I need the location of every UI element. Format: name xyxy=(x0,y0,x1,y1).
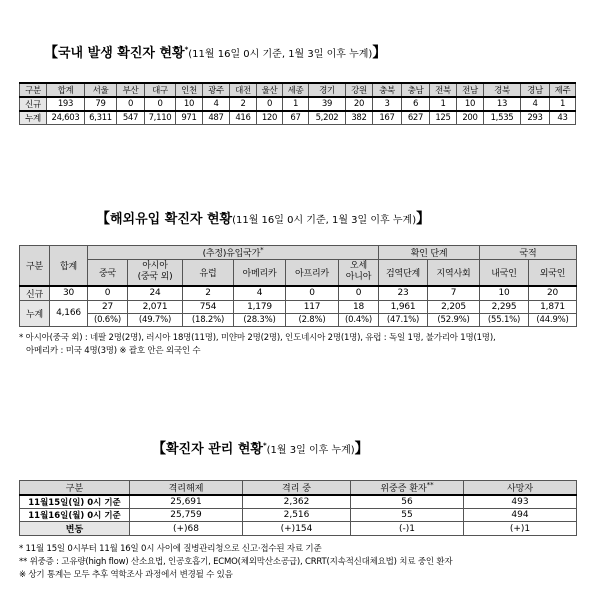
row-label: 신규 xyxy=(20,286,50,301)
cell: 547 xyxy=(117,111,145,125)
cell-percent: (0.4%) xyxy=(339,313,379,326)
cell: 20 xyxy=(529,286,577,301)
table-row xyxy=(20,522,577,536)
col-header: 경남 xyxy=(521,83,550,97)
sub-header xyxy=(128,260,183,286)
row-label: 누계 xyxy=(20,111,47,125)
cell: 0 xyxy=(257,97,283,111)
sub-header: 유럽 xyxy=(183,260,234,286)
cell: 24,603 xyxy=(47,111,85,125)
col-header: 인천 xyxy=(176,83,203,97)
col-header-total: 합계 xyxy=(50,246,88,286)
cell: 25,759 xyxy=(130,509,243,522)
domestic-table xyxy=(19,82,576,125)
domestic-header-row xyxy=(20,83,576,97)
cell: 120 xyxy=(257,111,283,125)
title-bracket-close: 】 xyxy=(416,211,431,227)
cell: 56 xyxy=(351,495,464,509)
cell-percent: (28.3%) xyxy=(234,313,286,326)
row-label: 누계 xyxy=(20,300,50,326)
imported-note-1: * 아시아(중국 외) : 네팔 2명(2명), 러시아 18명(11명), 미얀마 2명(2명), 인도네시아 2명(1명), 유럽 : 독일 1명, 불가리아 1명(1명), xyxy=(19,333,496,343)
col-header: 경북 xyxy=(484,83,521,97)
table-row xyxy=(20,495,577,509)
cell: 493 xyxy=(464,495,577,509)
cell: 10 xyxy=(480,286,529,301)
domestic-title xyxy=(44,42,386,62)
col-header: 사망자 xyxy=(464,481,577,496)
cell: 20 xyxy=(346,97,373,111)
imported-title xyxy=(96,208,430,228)
col-header: 대구 xyxy=(145,83,176,97)
cell: 6,311 xyxy=(85,111,117,125)
col-header: 격리해제 xyxy=(130,481,243,496)
cell: 4 xyxy=(521,97,550,111)
cell: 27 xyxy=(88,300,128,313)
cell: (+)154 xyxy=(243,522,351,536)
cell: 1,871 xyxy=(529,300,577,313)
imported-title-sub: (11월 16일 0시 기준, 1월 3일 이후 누계) xyxy=(232,215,417,226)
region-header-text: (추정)유입국가 xyxy=(202,249,261,259)
cell: 5,202 xyxy=(309,111,346,125)
cell: 2,295 xyxy=(480,300,529,313)
sub-header-line: 아시아 xyxy=(142,261,168,272)
col-header: 전남 xyxy=(457,83,484,97)
cell: 1 xyxy=(430,97,457,111)
cell: 754 xyxy=(183,300,234,313)
cell-percent: (47.1%) xyxy=(379,313,428,326)
cell: 0 xyxy=(286,286,339,301)
cell-percent: (52.9%) xyxy=(428,313,480,326)
table-row xyxy=(20,286,577,301)
cell: (+)1 xyxy=(464,522,577,536)
severe-header-text: 위중증 환자 xyxy=(380,484,427,494)
cell: 55 xyxy=(351,509,464,522)
col-header-region xyxy=(88,246,379,260)
cell: 200 xyxy=(457,111,484,125)
cell: 2,362 xyxy=(243,495,351,509)
cell: 6 xyxy=(402,97,430,111)
management-header-row xyxy=(20,481,577,496)
sub-header-line: (중국 외) xyxy=(137,272,173,283)
cell: 125 xyxy=(430,111,457,125)
cell: 971 xyxy=(176,111,203,125)
cell: 4,166 xyxy=(50,300,88,326)
col-header: 격리 중 xyxy=(243,481,351,496)
table-row xyxy=(20,300,577,313)
imported-table xyxy=(19,245,577,327)
cell: 4 xyxy=(203,97,230,111)
col-header: 광주 xyxy=(203,83,230,97)
cell: 416 xyxy=(230,111,257,125)
management-title-sub: (1월 3일 이후 누계) xyxy=(266,445,355,456)
cell: 0 xyxy=(88,286,128,301)
col-header-nation: 국적 xyxy=(480,246,577,260)
cell: 4 xyxy=(234,286,286,301)
col-header: 세종 xyxy=(283,83,309,97)
col-header: 제주 xyxy=(550,83,576,97)
cell: 18 xyxy=(339,300,379,313)
table-row xyxy=(20,97,576,111)
row-label: 변동 xyxy=(20,522,130,536)
cell-percent: (18.2%) xyxy=(183,313,234,326)
col-header-gubun: 구분 xyxy=(20,246,50,286)
row-label: 신규 xyxy=(20,97,47,111)
sub-header xyxy=(339,260,379,286)
sub-header: 아메리카 xyxy=(234,260,286,286)
imported-note-2: 아메리카 : 미국 4명(3명) ※ 괄호 안은 외국인 수 xyxy=(26,346,201,356)
cell: 3 xyxy=(373,97,402,111)
region-footnote-mark: * xyxy=(260,246,264,254)
title-bracket-close: 】 xyxy=(354,441,369,457)
cell-percent: (2.8%) xyxy=(286,313,339,326)
management-title xyxy=(152,438,369,458)
cell: 487 xyxy=(203,111,230,125)
cell: 13 xyxy=(484,97,521,111)
management-note-2: ** 위중증 : 고유량(high flow) 산소요법, 인공호흡기, ECMO(체외막산소공급), CRRT(지속적신대체요법) 치료 중인 환자 xyxy=(19,557,453,567)
sub-header: 중국 xyxy=(88,260,128,286)
cell: 1,961 xyxy=(379,300,428,313)
cell: 2,205 xyxy=(428,300,480,313)
cell: 1,535 xyxy=(484,111,521,125)
cell: 1 xyxy=(283,97,309,111)
title-bracket-open: 【 xyxy=(152,441,166,457)
cell: 7,110 xyxy=(145,111,176,125)
cell: 0 xyxy=(117,97,145,111)
cell: 39 xyxy=(309,97,346,111)
cell: 2,071 xyxy=(128,300,183,313)
cell: 25,691 xyxy=(130,495,243,509)
cell: 494 xyxy=(464,509,577,522)
sub-header-line: 아니아 xyxy=(345,272,372,283)
table-row xyxy=(20,111,576,125)
table-row xyxy=(20,509,577,522)
cell: 7 xyxy=(428,286,480,301)
cell: 10 xyxy=(457,97,484,111)
title-bracket-open: 【 xyxy=(44,45,58,61)
title-footnote-mark: * xyxy=(184,45,189,54)
cell-percent: (55.1%) xyxy=(480,313,529,326)
cell: 10 xyxy=(176,97,203,111)
cell: 1,179 xyxy=(234,300,286,313)
cell: 193 xyxy=(47,97,85,111)
cell: 23 xyxy=(379,286,428,301)
col-header: 경기 xyxy=(309,83,346,97)
sub-header: 검역단계 xyxy=(379,260,428,286)
sub-header-line: 오세 xyxy=(350,261,368,272)
row-label: 11월15일(일) 0시 기준 xyxy=(20,495,130,509)
sub-header: 내국인 xyxy=(480,260,529,286)
management-note-3: ※ 상기 통계는 모두 추후 역학조사 과정에서 변경될 수 있음 xyxy=(19,570,233,580)
col-header: 부산 xyxy=(117,83,145,97)
cell: 167 xyxy=(373,111,402,125)
col-header: 합계 xyxy=(47,83,85,97)
cell: 1 xyxy=(550,97,576,111)
sub-header: 외국인 xyxy=(529,260,577,286)
col-header: 충남 xyxy=(402,83,430,97)
table-row-percent xyxy=(20,313,577,326)
cell: (-)1 xyxy=(351,522,464,536)
col-header: 충북 xyxy=(373,83,402,97)
cell-percent: (0.6%) xyxy=(88,313,128,326)
col-header: 구분 xyxy=(20,481,130,496)
cell: 2,516 xyxy=(243,509,351,522)
title-bracket-close: 】 xyxy=(372,45,387,61)
col-header: 서울 xyxy=(85,83,117,97)
cell: 79 xyxy=(85,97,117,111)
col-header: 전북 xyxy=(430,83,457,97)
domestic-title-sub: (11월 16일 0시 기준, 1월 3일 이후 누계) xyxy=(188,49,373,60)
management-note-1: * 11월 15일 0시부터 11월 16일 0시 사이에 질병관리청으로 신고·접수된 자료 기준 xyxy=(19,544,322,554)
imported-header-row-2 xyxy=(20,260,577,286)
cell: 24 xyxy=(128,286,183,301)
cell: 0 xyxy=(145,97,176,111)
cell: 2 xyxy=(230,97,257,111)
cell: 627 xyxy=(402,111,430,125)
cell: 117 xyxy=(286,300,339,313)
col-header: 구분 xyxy=(20,83,47,97)
col-header-confirm: 확인 단계 xyxy=(379,246,480,260)
col-header: 대전 xyxy=(230,83,257,97)
cell: 2 xyxy=(183,286,234,301)
row-label: 11월16일(월) 0시 기준 xyxy=(20,509,130,522)
domestic-title-main: 국내 발생 확진자 현황 xyxy=(58,46,185,61)
col-header: 강원 xyxy=(346,83,373,97)
cell: 382 xyxy=(346,111,373,125)
cell: 0 xyxy=(339,286,379,301)
cell: 67 xyxy=(283,111,309,125)
title-bracket-open: 【 xyxy=(96,211,110,227)
cell-percent: (44.9%) xyxy=(529,313,577,326)
sub-header: 아프리카 xyxy=(286,260,339,286)
cell: 43 xyxy=(550,111,576,125)
management-table xyxy=(19,480,577,536)
cell: (+)68 xyxy=(130,522,243,536)
imported-title-main: 해외유입 확진자 현황 xyxy=(110,212,233,227)
severe-footnote-mark: ** xyxy=(426,481,434,489)
cell-percent: (49.7%) xyxy=(128,313,183,326)
imported-header-row-1 xyxy=(20,246,577,260)
col-header: 울산 xyxy=(257,83,283,97)
sub-header: 지역사회 xyxy=(428,260,480,286)
cell: 30 xyxy=(50,286,88,301)
col-header xyxy=(351,481,464,496)
title-footnote-mark: * xyxy=(262,441,267,450)
management-title-main: 확진자 관리 현황 xyxy=(166,442,263,457)
cell: 293 xyxy=(521,111,550,125)
